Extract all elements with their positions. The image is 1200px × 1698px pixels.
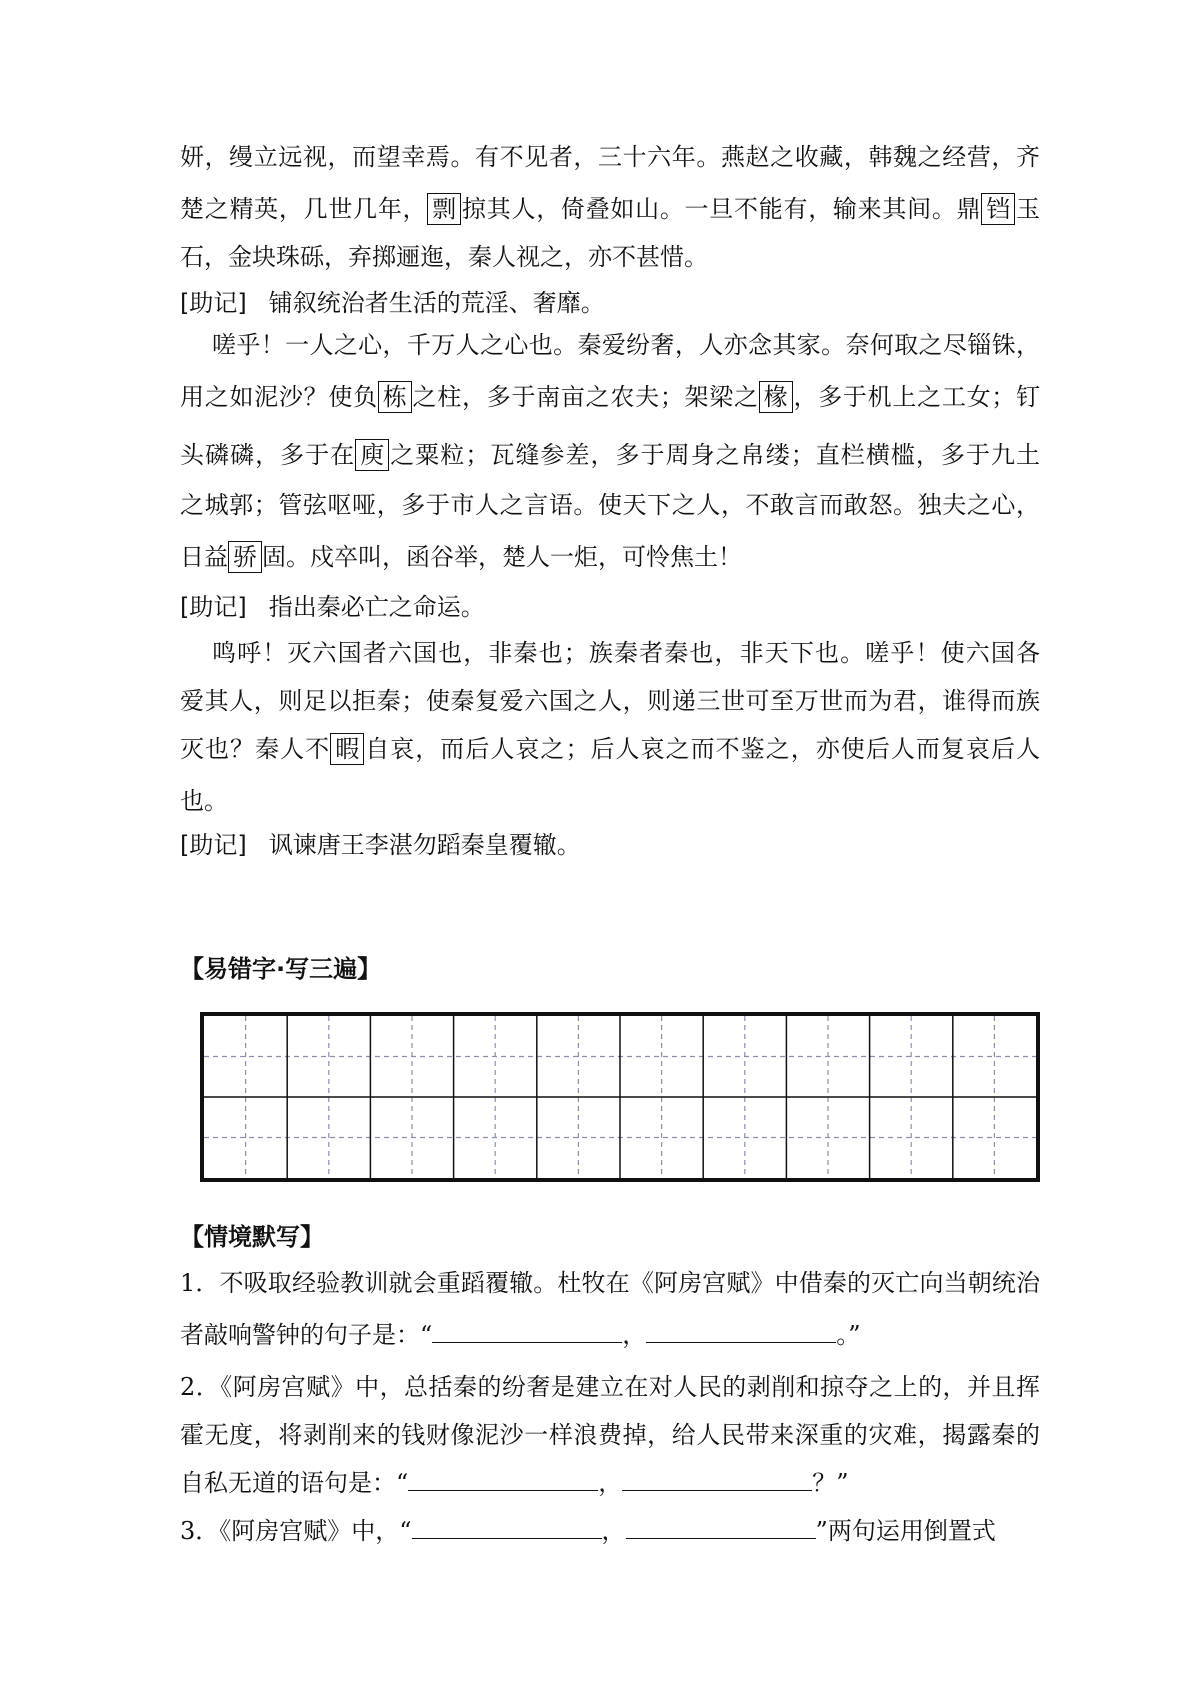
memory-note-tag: [助记]: [180, 831, 247, 859]
text-segment: 玉: [1015, 195, 1041, 223]
passage-3-line-1: 鸣呼！灭六国者六国也，非秦也；族秦者秦也，非天下也。嗟乎！使六国各: [212, 639, 1040, 667]
passage-2-line-1: 嗟乎！一人之心，千万人之心也。秦爱纷奢，人亦念其家。奈何取之尽锱铢，: [212, 331, 1040, 359]
memory-note-tag: [助记]: [180, 289, 247, 317]
memory-note: [180, 286, 1040, 320]
text-segment: 用之如泥沙？使负: [180, 383, 378, 411]
passage-1-line-1: 妍，缦立远视，而望幸焉。有不见者，三十六年。燕赵之收藏，韩魏之经营，齐: [180, 143, 1040, 171]
answer-blank[interactable]: [412, 1514, 602, 1539]
text-segment: 自私无道的语句是：“: [180, 1469, 409, 1497]
text-segment: ，: [601, 1517, 626, 1545]
question-2-line-2: 霍无度，将剥削来的钱财像泥沙一样浪费掉，给人民带来深重的灾难，揭露秦的: [180, 1421, 1040, 1449]
answer-blank[interactable]: [646, 1318, 836, 1343]
question-1-line-2: [180, 1318, 1040, 1352]
passage-3-line-2: 爱其人，则足以拒秦；使秦复爱六国之人，则递三世可至万世而为君，谁得而族: [180, 687, 1040, 715]
writing-grid-lines: [204, 1016, 1036, 1178]
text-segment: ”两句运用倒置式: [815, 1517, 996, 1545]
passage-2-line-3: [180, 438, 1040, 472]
passage-1-line-2: [180, 192, 1040, 226]
text-segment: 头磷磷，多于在: [180, 441, 356, 469]
question-2-line-1: 2．《阿房宫赋》中，总括秦的纷奢是建立在对人民的剥削和掠夺之上的，并且挥: [180, 1373, 1040, 1401]
text-segment: 之粟粒；瓦缝参差，多于周身之帛缕；直栏横槛，多于九土: [389, 441, 1041, 469]
boxed-character: 剽: [427, 193, 461, 225]
memory-note-text: 讽谏唐王李湛勿蹈秦皇覆辙。: [268, 831, 581, 859]
text-segment: 者敲响警钟的句子是：“: [180, 1321, 433, 1349]
text-segment: 之柱，多于南亩之农夫；架梁之: [411, 383, 759, 411]
boxed-character: 栋: [378, 381, 412, 413]
text-segment: ，: [622, 1321, 647, 1349]
question-1-line-1: 1．不吸取经验教训就会重蹈覆辙。杜牧在《阿房宫赋》中借秦的灭亡向当朝统治: [180, 1269, 1040, 1297]
text-segment: 固。戍卒叫，函谷举，楚人一炬，可怜焦土！: [262, 543, 742, 571]
answer-blank[interactable]: [626, 1514, 816, 1539]
boxed-character: 骄: [228, 541, 262, 573]
boxed-character: 暇: [330, 733, 364, 765]
passage-2-line-4: 之城郭；管弦呕哑，多于市人之言语。使天下之人，不敢言而敢怒。独夫之心，: [180, 491, 1040, 519]
text-segment: 掠其人，倚叠如山。一旦不能有，输来其间。鼎: [461, 195, 982, 223]
memory-note-tag: [助记]: [180, 593, 247, 621]
memory-note-text: 指出秦必亡之命运。: [268, 593, 485, 621]
text-segment: 楚之精英，几世几年，: [180, 195, 428, 223]
writing-grid[interactable]: [200, 1012, 1040, 1182]
memory-note-text: 铺叙统治者生活的荒淫、奢靡。: [268, 289, 605, 317]
boxed-character: 椽: [759, 381, 793, 413]
text-segment: 灭也？秦人不: [180, 735, 331, 763]
memory-note: [180, 590, 1040, 624]
text-segment: 自哀，而后人哀之；后人哀之而不鉴之，亦使后人而复哀后人: [364, 735, 1041, 763]
boxed-character: 庾: [355, 439, 389, 471]
text-segment: 日益: [180, 543, 228, 571]
question-3-line-1: [180, 1514, 1040, 1548]
text-segment: ，: [598, 1469, 623, 1497]
memory-note: [180, 828, 1040, 862]
passage-3-line-3: [180, 732, 1040, 766]
text-segment: 。”: [836, 1321, 861, 1349]
answer-blank[interactable]: [622, 1466, 812, 1491]
boxed-character: 铛: [981, 193, 1015, 225]
answer-blank[interactable]: [408, 1466, 598, 1491]
passage-1-line-3: 石，金块珠砾，弃掷逦迤，秦人视之，亦不甚惜。: [180, 243, 708, 271]
writing-section-title: 【易错字·写三遍】: [180, 955, 382, 983]
passage-2-line-5: [180, 540, 1040, 574]
dictation-section-title: 【情境默写】: [180, 1223, 324, 1251]
answer-blank[interactable]: [432, 1318, 622, 1343]
question-2-line-3: [180, 1466, 1040, 1500]
text-segment: ，多于机上之工女；钉: [792, 383, 1041, 411]
passage-3-line-4: 也。: [180, 787, 228, 815]
text-segment: 3．《阿房宫赋》中，“: [180, 1517, 412, 1545]
passage-2-line-2: [180, 380, 1040, 414]
text-segment: ？”: [812, 1469, 849, 1497]
